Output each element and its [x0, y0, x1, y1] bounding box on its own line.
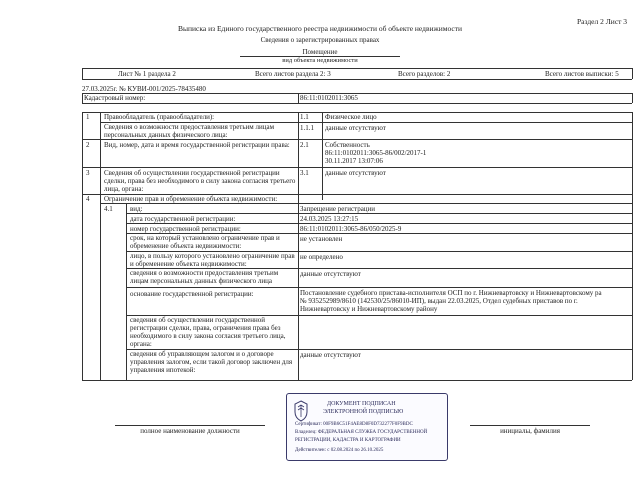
enc-registration-label: сведения об осуществлении государственной регистрации сделки, права, ограничения права без необходимого в силу закона согласия третьего лица, органа:: [130, 316, 286, 348]
object-type-caption: вид объекта недвижимости: [282, 57, 358, 64]
total-section-sheets: Всего листов раздела 2: 3: [255, 70, 331, 78]
enc-beneficiary-label: лицо, в пользу которого установлено ограничение прав и обременение объекта недвижимости:: [130, 252, 295, 268]
enc-date-value: 24.03.2025 13:27:15: [300, 215, 359, 223]
stamp-title-2: ЭЛЕКТРОННОЙ ПОДПИСЬЮ: [323, 409, 404, 415]
enc-basis-label: основание государственной регистрации:: [130, 290, 254, 298]
stamp-owner: Владелец: ФЕДЕРАЛЬНАЯ СЛУЖБА ГОСУДАРСТВЕННОЙ: [295, 430, 428, 435]
sheet-number: Лист № 1 раздела 2: [118, 70, 176, 78]
cadastral-label: Кадастровый номер:: [84, 94, 146, 102]
enc-pledge-label: сведения об управляющем залогом и о договоре управления залогом, если такой договор заключен для управления ипотекой:: [130, 350, 293, 374]
row-1-1-value: данные отсутствуют: [325, 124, 386, 132]
enc-personal-data-label: сведения о возможности предоставления третьим лицам персональных данных физического лица: [130, 269, 279, 285]
row-3-number: 3: [86, 169, 90, 177]
enc-type-label: вид:: [130, 205, 143, 213]
enc-personal-data-value: данные отсутствуют: [300, 270, 361, 278]
enc-number-value: 86:11:0102011:3065-86/050/2025-9: [300, 225, 402, 233]
row-4-number: 4: [86, 195, 90, 203]
stamp-certificate: Сертификат: 00F9B6C51F4AE8D8F0D732277F0F9BDC: [295, 422, 413, 427]
enc-type-value: Запрещение регистрации: [300, 205, 376, 213]
enc-pledge-value: данные отсутствуют: [300, 351, 361, 359]
cadastral-value: 86:11:0102011:3065: [300, 94, 358, 102]
row-2-value: Собственность 86:11:0102011:3065-86/002/2017-1 30.11.2017 13:07:06: [325, 141, 427, 165]
enc-date-label: дата государственной регистрации:: [130, 215, 236, 223]
document-title: Выписка из Единого государственного реестра недвижимости об объекте недвижимости: [177, 24, 463, 33]
enc-term-label: срок, на который установлено ограничение прав и обременение объекта недвижимости:: [130, 234, 280, 250]
row-3-value: данные отсутствуют: [325, 169, 386, 177]
row-1-1-sub: 1.1.1: [300, 124, 314, 132]
row-1-number: 1: [86, 113, 90, 121]
total-sections: Всего разделов: 2: [398, 70, 451, 78]
electronic-signature-stamp: [286, 393, 448, 461]
stamp-owner-2: РЕГИСТРАЦИИ, КАДАСТРА И КАРТОГРАФИИ: [295, 438, 401, 443]
row-1-label: Правообладатель (правообладатели):: [104, 113, 215, 121]
object-type: Помещение: [302, 48, 338, 56]
request-number: 27.03.2025г. № КУВИ-001/2025-78435480: [82, 85, 206, 93]
stamp-validity: Действителен: с 02.08.2024 по 26.10.2025: [295, 448, 384, 453]
total-extract-sheets: Всего листов выписки: 5: [545, 70, 619, 78]
row-2-sub: 2.1: [300, 141, 309, 149]
row-1-value: Физическое лицо: [325, 113, 377, 121]
enc-basis-value: Постановление судебного пристава-исполнителя ОСП по г. Нижневартовску и Нижневартовскому ра № 935252989/8610 (142530/25/86010-ИП), выдан 22.03.2025, Отдел судебных приставов по г. Нижневартовску и Нижневартовскому району: [300, 289, 602, 313]
section-page-indicator: Раздел 2 Лист 3: [577, 17, 628, 26]
row-4-label: Ограничение прав и обременение объекта недвижимости:: [104, 195, 278, 203]
enc-beneficiary-value: не определено: [300, 253, 343, 261]
row-1-sub: 1.1: [300, 113, 309, 121]
enc-number-label: номер государственной регистрации:: [130, 225, 241, 233]
row-2-number: 2: [86, 141, 90, 149]
encumbrance-sub: 4.1: [104, 205, 113, 213]
document-subtitle: Сведения о зарегистрированных правах: [260, 36, 380, 44]
stamp-title-1: ДОКУМЕНТ ПОДПИСАН: [327, 401, 396, 407]
row-1-1-label: Сведения о возможности предоставления третьим лицам персональных данных физического лица:: [104, 123, 275, 139]
row-3-sub: 3.1: [300, 169, 309, 177]
row-2-label: Вид, номер, дата и время государственной регистрации права:: [104, 141, 290, 149]
enc-term-value: не установлен: [300, 235, 343, 243]
coat-of-arms-icon: [292, 400, 310, 422]
footer-position-caption: полное наименование должности: [140, 427, 240, 435]
row-3-label: Сведения об осуществлении государственной регистрации сделки, права без необходимого в силу закона согласия третьего лица, органа:: [104, 169, 296, 193]
footer-name-caption: инициалы, фамилия: [500, 427, 560, 435]
